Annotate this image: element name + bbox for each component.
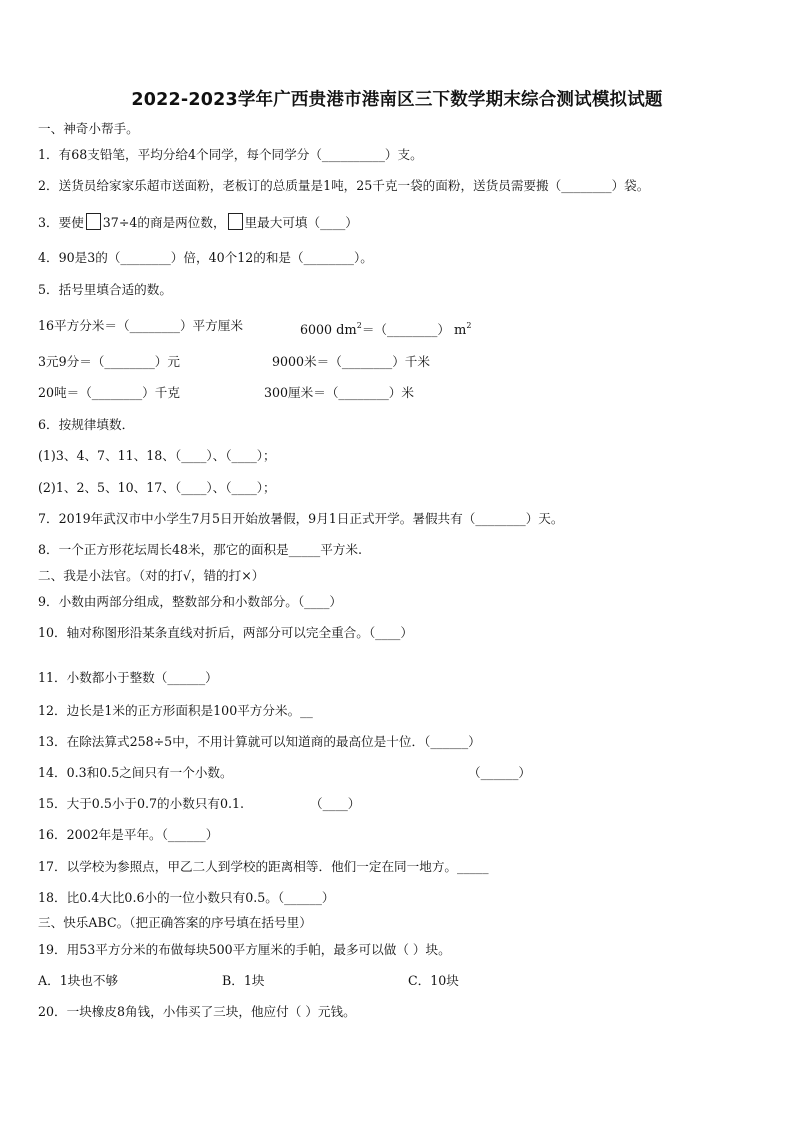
question-2: 2．送货员给家家乐超市送面粉，老板订的总质量是1吨，25千克一袋的面粉，送货员需要搬（________）袋。 bbox=[38, 178, 650, 193]
question-8: 8．一个正方形花坛周长48米，那它的面积是_____平方米. bbox=[38, 542, 362, 557]
question-15-answer: （____） bbox=[310, 796, 361, 811]
page-title: 2022-2023学年广西贵港市港南区三下数学期末综合测试模拟试题 bbox=[131, 90, 663, 110]
question-1: 1．有68支铅笔，平均分给4个同学，每个同学分（__________）支。 bbox=[38, 147, 423, 162]
question-5-row2-left: 3元9分＝（________）元 bbox=[38, 354, 180, 369]
section-heading-2: 二、我是小法官。（对的打√，错的打×） bbox=[38, 568, 265, 583]
question-3-part-c: 里最大可填（____） bbox=[244, 215, 358, 230]
question-3-part-b: 37÷4的商是两位数， bbox=[102, 215, 226, 230]
question-7: 7．2019年武汉市中小学生7月5日开始放暑假，9月1日正式开学。暑假共有（________）天。 bbox=[38, 511, 564, 526]
question-11: 11．小数都小于整数（______） bbox=[38, 670, 218, 685]
question-5-row1-left: 16平方分米＝（________）平方厘米 bbox=[38, 318, 243, 333]
question-13: 13．在除法算式258÷5中，不用计算就可以知道商的最高位是十位．（______） bbox=[38, 734, 481, 749]
question-3 bbox=[38, 213, 358, 231]
question-5-row3-right: 300厘米＝（________）米 bbox=[264, 385, 414, 400]
question-12: 12．边长是1米的正方形面积是100平方分米。__ bbox=[38, 703, 313, 718]
question-6-sub-1: (1)3、4、7、11、18、（____）、（____）； bbox=[38, 448, 276, 463]
option-c: C．10块 bbox=[408, 973, 459, 988]
question-20: 20．一块橡皮8角钱，小伟买了三块，他应付（ ）元钱。 bbox=[38, 1004, 356, 1019]
question-19: 19．用53平方分米的布做每块500平方厘米的手帕，最多可以做（ ）块。 bbox=[38, 942, 451, 957]
option-b: B．1块 bbox=[222, 973, 265, 988]
question-18: 18．比0.4大比0.6小的一位小数只有0.5。（______） bbox=[38, 890, 335, 905]
blank-box bbox=[228, 213, 243, 230]
question-9: 9．小数由两部分组成，整数部分和小数部分。（____） bbox=[38, 594, 342, 609]
question-6: 6．按规律填数． bbox=[38, 417, 135, 432]
question-15: 15．大于0.5小于0.7的小数只有0.1. bbox=[38, 796, 245, 811]
question-5-row1-right: 6000 $dm^2=(\_\_\_\_\_\_\_\_)$ $m^2$ bbox=[300, 321, 472, 338]
question-3-part-a: 3．要使 bbox=[38, 215, 84, 230]
section-heading-3: 三、快乐ABC。（把正确答案的序号填在括号里） bbox=[38, 915, 312, 930]
blank-box bbox=[86, 213, 101, 230]
question-5-row3-left: 20吨＝（________）千克 bbox=[38, 385, 180, 400]
question-14-answer: （______） bbox=[468, 765, 531, 780]
question-5: 5．括号里填合适的数。 bbox=[38, 282, 172, 297]
question-4: 4．90是3的（________）倍，40个12的和是（________）。 bbox=[38, 250, 373, 265]
option-a: A．1块也不够 bbox=[38, 973, 119, 988]
question-5-row2-right: 9000米＝（________）千米 bbox=[272, 354, 430, 369]
section-heading-1: 一、神奇小帮手。 bbox=[38, 121, 139, 136]
question-14: 14．0.3和0.5之间只有一个小数。 bbox=[38, 765, 233, 780]
question-10: 10．轴对称图形沿某条直线对折后，两部分可以完全重合。（____） bbox=[38, 625, 413, 640]
question-6-sub-2: (2)1、2、5、10、17、（____）、（____）； bbox=[38, 480, 276, 495]
question-17: 17．以学校为参照点，甲乙二人到学校的距离相等．他们一定在同一地方。_____ bbox=[38, 859, 489, 874]
question-16: 16．2002年是平年。（______） bbox=[38, 827, 219, 842]
